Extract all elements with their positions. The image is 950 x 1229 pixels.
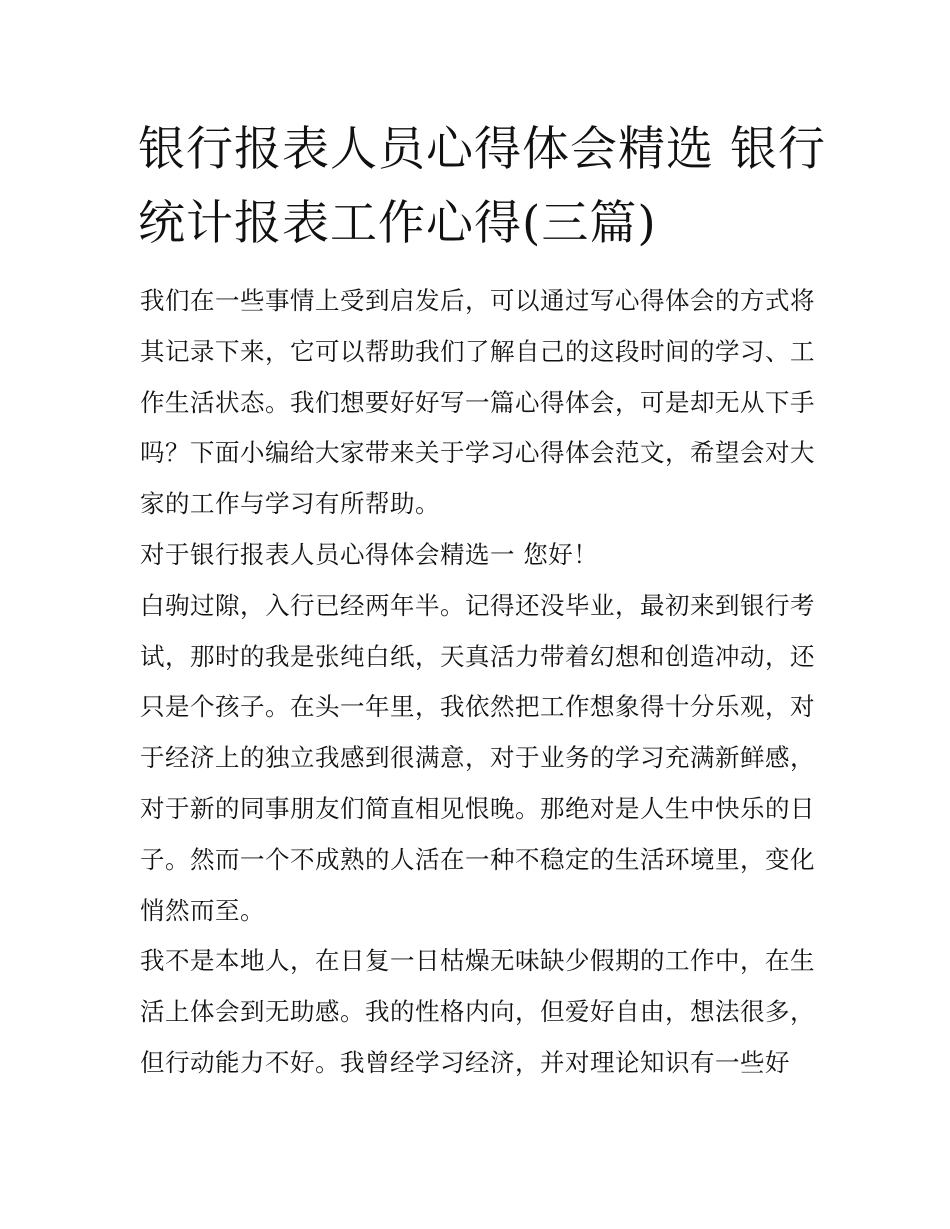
body-paragraph-2: 我不是本地人，在日复一日枯燥无味缺少假期的工作中，在生活上体会到无助感。我的性格内向，但爱好自由，想法很多，但行动能力不好。我曾经学习经济，并对理论知识有一些好 (140, 946, 815, 1077)
body-paragraph-1: 白驹过隙，入行已经两年半。记得还没毕业，最初来到银行考试，那时的我是张纯白纸，天真活力带着幻想和创造冲动，还只是个孩子。在头一年里，我依然把工作想象得十分乐观，对于经济上的独立我感到很满意，对于业务的学习充满新鲜感，对于新的同事朋友们简直相见恨晚。那绝对是人生中快乐的日子。然而一个不成熟的人活在一种不稳定的生活环境里，变化悄然而至。 (140, 590, 815, 925)
section-heading-paragraph: 对于银行报表人员心得体会精选一 您好！ (140, 539, 599, 569)
document-body (140, 276, 820, 1089)
document-title: 银行报表人员心得体会精选 银行统计报表工作心得(三篇) (138, 122, 826, 251)
intro-paragraph: 我们在一些事情上受到启发后，可以通过写心得体会的方式将其记录下来，它可以帮助我们了解自己的这段时间的学习、工作生活状态。我们想要好好写一篇心得体会，可是却无从下手吗？下面小编给大家带来关于学习心得体会范文，希望会对大家的工作与学习有所帮助。 (140, 286, 815, 519)
